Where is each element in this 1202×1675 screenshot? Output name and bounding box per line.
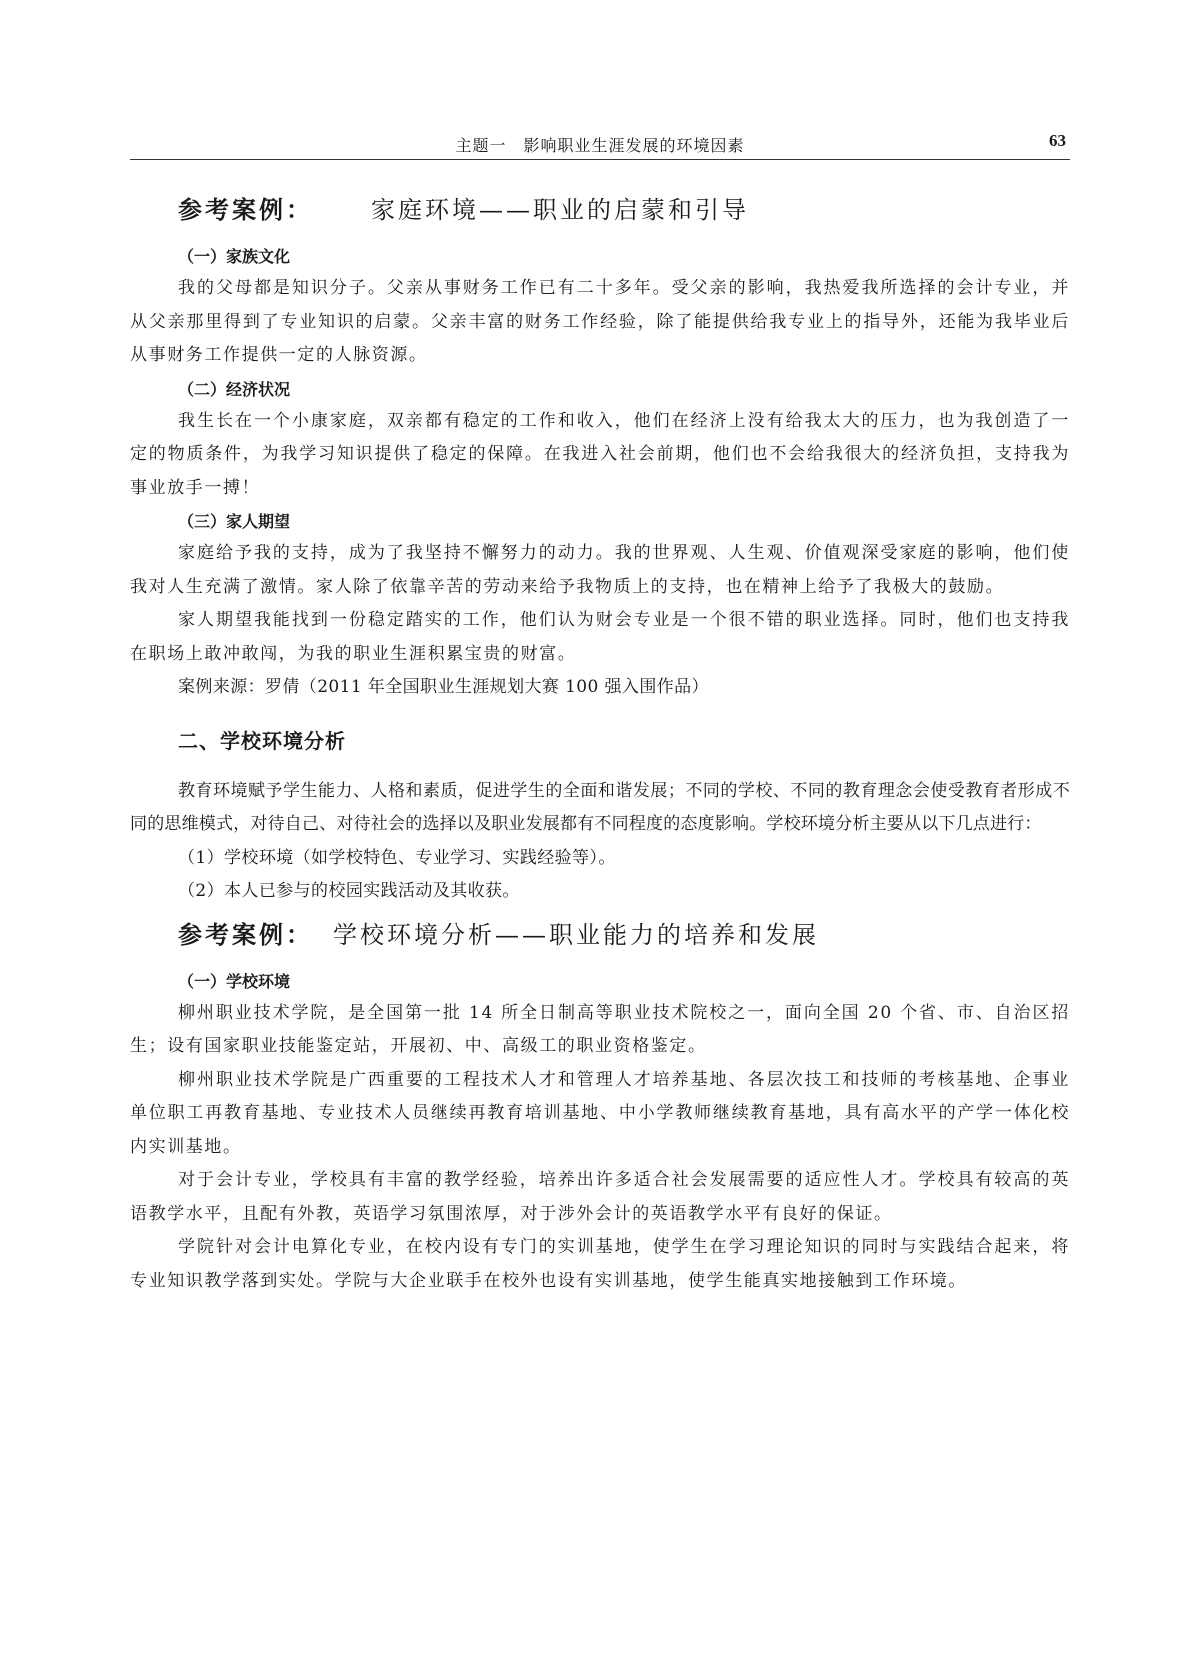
- paragraph: 教育环境赋予学生能力、人格和素质，促进学生的全面和谐发展；不同的学校、不同的教育理念会使受教育者形成不同的思维模式，对待自己、对待社会的选择以及职业发展都有不同程度的态度影响。学校环境分析主要从以下几点进行：: [130, 780, 1070, 834]
- case-heading: 学校环境分析——职业能力的培养和发展: [333, 920, 819, 949]
- paragraph: 我的父母都是知识分子。父亲从事财务工作已有二十多年。受父亲的影响，我热爱我所选择的会计专业，并从父亲那里得到了专业知识的启蒙。父亲丰富的财务工作经验，除了能提供给我专业上的指导外，还能为我毕业后从事财务工作提供一定的人脉资源。: [130, 278, 1070, 365]
- paragraph: 家人期望我能找到一份稳定踏实的工作，他们认为财会专业是一个很不错的职业选择。同时，他们也支持我在职场上敢冲敢闯，为我的职业生涯积累宝贵的财富。: [130, 610, 1070, 664]
- paragraph: 学院针对会计电算化专业，在校内设有专门的实训基地，使学生在学习理论知识的同时与实践结合起来，将专业知识教学落到实处。学院与大企业联手在校外也设有实训基地，使学生能真实地接触到工作环境。: [130, 1237, 1070, 1291]
- subheading: （一）家族文化: [178, 247, 291, 266]
- paragraph: 柳州职业技术学院，是全国第一批 14 所全日制高等职业技术院校之一，面向全国 20 个省、市、自治区招生；设有国家职业技能鉴定站，开展初、中、高级工的职业资格鉴定。: [130, 1002, 1070, 1056]
- paragraph: 我生长在一个小康家庭，双亲都有稳定的工作和收入，他们在经济上没有给我太大的压力，也为我创造了一定的物质条件，为我学习知识提供了稳定的保障。在我进入社会前期，他们也不会给我很大的经济负担，支持我为事业放手一搏！: [130, 410, 1070, 498]
- page-content: [130, 190, 1070, 1298]
- paragraph: 柳州职业技术学院是广西重要的工程技术人才和管理人才培养基地、各层次技工和技师的考核基地、企事业单位职工再教育基地、专业技术人员继续再教育培训基地、中小学教师继续教育基地，具有高水平的产学一体化校内实训基地。: [130, 1069, 1070, 1157]
- subheading: （三）家人期望: [178, 512, 291, 531]
- page-number: 63: [1049, 131, 1066, 150]
- paragraph: 对于会计专业，学校具有丰富的教学经验，培养出许多适合社会发展需要的适应性人才。学校具有较高的英语教学水平，且配有外教，英语学习氛围浓厚，对于涉外会计的英语教学水平有良好的保证。: [130, 1170, 1070, 1224]
- case-heading: 家庭环境——职业的启蒙和引导: [371, 196, 749, 224]
- subheading: （二）经济状况: [178, 379, 291, 399]
- case-source: 案例来源：罗倩（2011 年全国职业生涯规划大赛 100 强入围作品）: [178, 677, 709, 697]
- case-title-family: [178, 190, 1070, 230]
- case-title-school: [178, 915, 1070, 955]
- subheading: （一）学校环境: [178, 971, 291, 991]
- header-title: 主题一 影响职业生涯发展的环境因素: [455, 136, 745, 155]
- list-item: （2）本人已参与的校园实践活动及其收获。: [178, 881, 520, 901]
- section-title: 二、学校环境分析: [178, 728, 346, 753]
- case-label: 参考案例：: [178, 196, 313, 224]
- paragraph: 家庭给予我的支持，成为了我坚持不懈努力的动力。我的世界观、人生观、价值观深受家庭的影响，他们使我对人生充满了激情。家人除了依靠辛苦的劳动来给予我物质上的支持，也在精神上给予了我极大的鼓励。: [130, 543, 1070, 597]
- case-label: 参考案例：: [178, 920, 313, 949]
- list-item: （1）学校环境（如学校特色、专业学习、实践经验等）。: [178, 847, 616, 868]
- running-header: [130, 133, 1070, 160]
